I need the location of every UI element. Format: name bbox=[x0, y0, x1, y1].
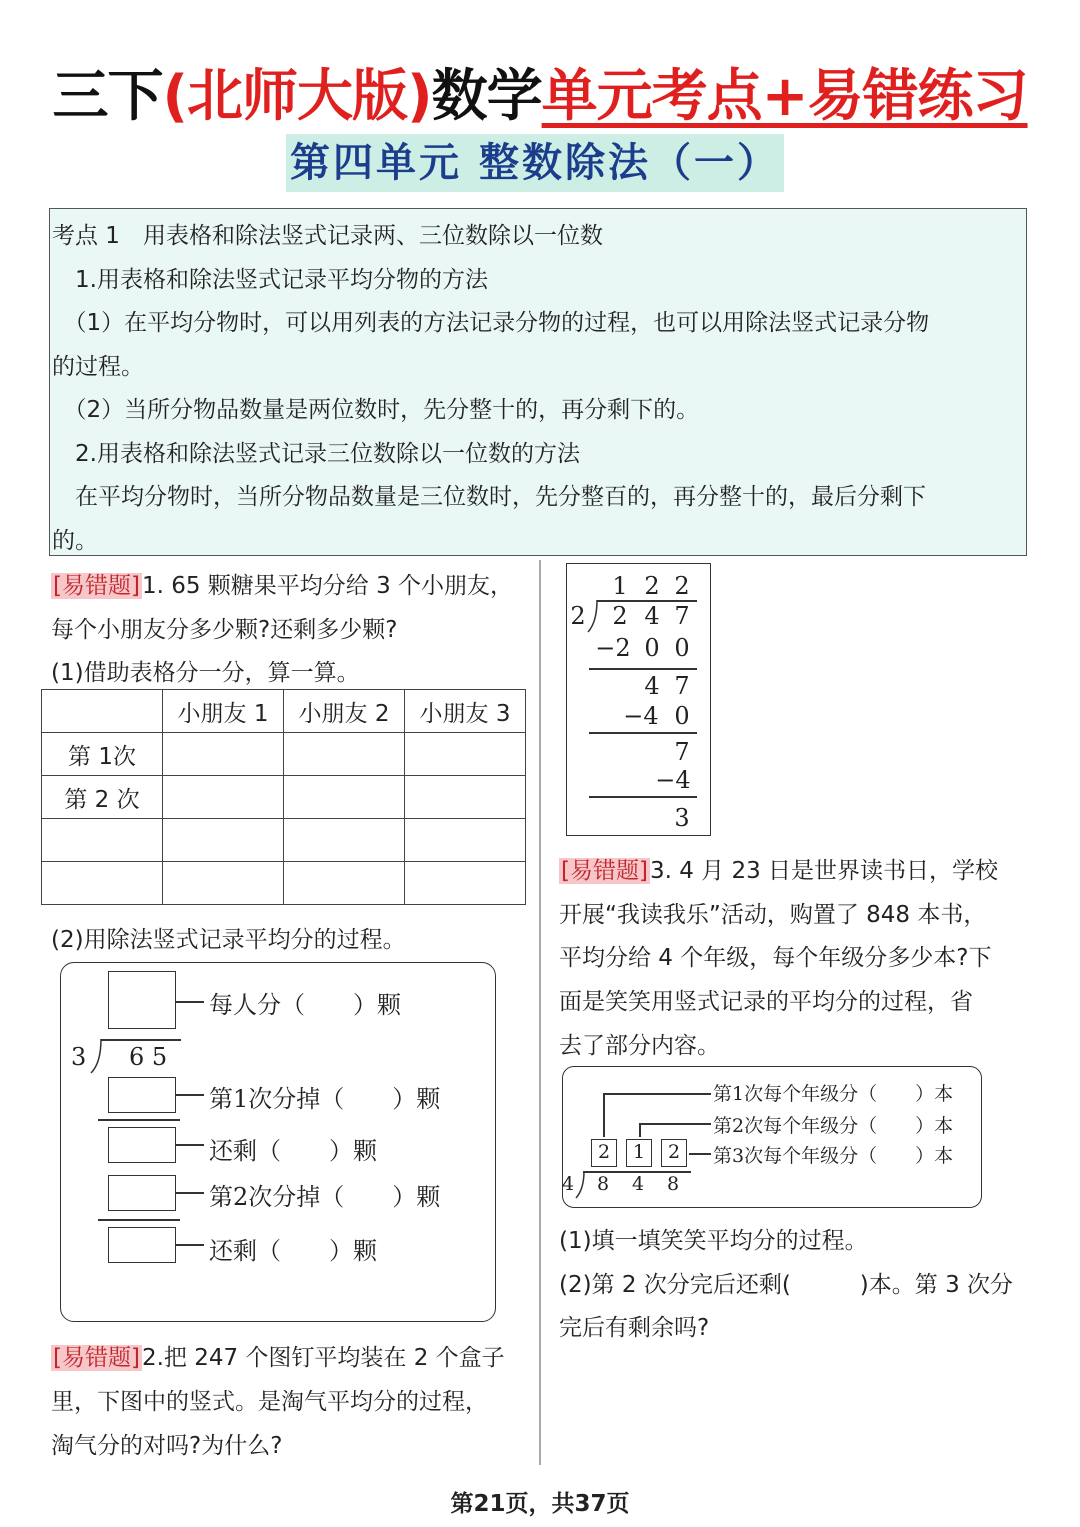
table-cell[interactable] bbox=[284, 733, 405, 776]
q2-line1 bbox=[51, 1339, 505, 1372]
q3-line5: 去了部分内容。 bbox=[559, 1033, 720, 1059]
answer-box[interactable] bbox=[108, 1127, 176, 1163]
table-cell[interactable] bbox=[284, 862, 405, 905]
q1-sub1: (1)借助表格分一分，算一算。 bbox=[51, 660, 360, 686]
q2-line2: 里，下图中的竖式。是淘气平均分的过程， bbox=[51, 1389, 488, 1415]
knowledge-line: （1）在平均分物时，可以用列表的方法记录分物的过程，也可以用除法竖式记录分物 bbox=[52, 310, 930, 336]
q2-text: 2.把 247 个图钉平均装在 2 个盒子 bbox=[141, 1345, 505, 1371]
calc-subtract-digit: 0 bbox=[674, 634, 690, 662]
leader-line bbox=[176, 1094, 204, 1096]
leader-line bbox=[176, 1001, 204, 1003]
q1-table bbox=[41, 689, 526, 905]
q3-line2: 开展“我读我乐”活动，购置了 848 本书， bbox=[559, 902, 987, 928]
leader-line bbox=[689, 1153, 711, 1155]
subtract-line bbox=[98, 1119, 180, 1121]
q3-dividend-digit: 8 bbox=[666, 1173, 680, 1195]
q3-dividend-digit: 8 bbox=[596, 1173, 610, 1195]
table-cell[interactable] bbox=[42, 819, 163, 862]
table-cell[interactable] bbox=[163, 819, 284, 862]
q1-text: 1. 65 颗糖果平均分给 3 个小朋友， bbox=[141, 573, 514, 599]
q1-label-step1: 第1次分掉（ ）颗 bbox=[209, 1085, 441, 1113]
calc-dividend-digit: 2 bbox=[612, 602, 628, 630]
knowledge-line: 2.用表格和除法竖式记录三位数除以一位数的方法 bbox=[52, 441, 580, 467]
table-row bbox=[42, 776, 526, 819]
table-row bbox=[42, 862, 526, 905]
q1-line2: 每个小朋友分多少颗?还剩多少颗? bbox=[51, 617, 398, 643]
q3-sub1: (1)填一填笑笑平均分的过程。 bbox=[559, 1228, 868, 1254]
q1-sub2: (2)用除法竖式记录平均分的过程。 bbox=[51, 927, 406, 953]
page-title bbox=[0, 52, 1080, 132]
q3-line3: 平均分给 4 个年级，每个年级分多少本?下 bbox=[559, 945, 992, 971]
subtract-line bbox=[98, 1219, 180, 1221]
calc-dividend-digit: 7 bbox=[674, 602, 690, 630]
calc-subtract-digit: −4 bbox=[655, 766, 691, 794]
page-number: 第21页，共37页 bbox=[450, 1491, 630, 1517]
answer-box[interactable] bbox=[108, 1175, 176, 1211]
calc-quotient-digit: 2 bbox=[674, 572, 690, 600]
table-header: 小朋友 1 bbox=[163, 690, 284, 733]
leader-line bbox=[603, 1093, 711, 1095]
column-divider bbox=[539, 560, 541, 1465]
q1-division-diagram bbox=[60, 962, 496, 1322]
subtract-line bbox=[589, 668, 697, 670]
knowledge-line: 1.用表格和除法竖式记录平均分物的方法 bbox=[52, 267, 488, 293]
calc-subtract-digit: 0 bbox=[674, 702, 690, 730]
table-cell[interactable] bbox=[405, 776, 526, 819]
calc-divisor: 2 bbox=[570, 602, 586, 630]
knowledge-line: （2）当所分物品数量是两位数时，先分整十的，再分剩下的。 bbox=[52, 397, 700, 423]
title-edition: (北师大版) bbox=[162, 64, 432, 129]
q3-sub2-line2: 完后有剩余吗? bbox=[559, 1315, 710, 1341]
table-row bbox=[42, 690, 526, 733]
answer-box[interactable] bbox=[108, 971, 176, 1029]
mistake-tag: [易错题] bbox=[561, 858, 648, 884]
table-cell[interactable] bbox=[163, 733, 284, 776]
table-cell[interactable] bbox=[163, 862, 284, 905]
calc-quotient-digit: 1 bbox=[612, 572, 628, 600]
q1-label-per-person: 每人分（ ）颗 bbox=[209, 991, 401, 1019]
q3-text: 3. 4 月 23 日是世界读书日，学校 bbox=[649, 858, 999, 884]
table-row bbox=[42, 733, 526, 776]
q2-calc-box bbox=[566, 563, 711, 836]
leader-line bbox=[639, 1123, 641, 1137]
calc-remainder-digit: 4 bbox=[644, 672, 660, 700]
table-cell[interactable] bbox=[163, 776, 284, 819]
q1-label-rem2: 还剩（ ）颗 bbox=[209, 1237, 377, 1265]
calc-subtract-digit: −2 bbox=[595, 634, 631, 662]
title-grade: 三下 bbox=[52, 64, 163, 129]
leader-line bbox=[639, 1123, 711, 1125]
table-cell[interactable] bbox=[42, 862, 163, 905]
leader-line bbox=[176, 1144, 204, 1146]
q1-label-step2: 第2次分掉（ ）颗 bbox=[209, 1183, 441, 1211]
q1-dividend: 6 5 bbox=[129, 1043, 168, 1071]
division-bracket bbox=[89, 1039, 103, 1075]
q3-sub2-line1: (2)第 2 次分完后还剩( )本。第 3 次分 bbox=[559, 1272, 1014, 1298]
knowledge-line: 在平均分物时，当所分物品数量是三位数时，先分整百的，再分整十的，最后分剩下 bbox=[52, 484, 926, 510]
subtract-line bbox=[589, 732, 697, 734]
table-header bbox=[42, 690, 163, 733]
unit-title: 第四单元 整数除法（一） bbox=[286, 134, 784, 192]
q3-division-diagram bbox=[562, 1066, 982, 1208]
calc-remainder-digit: 7 bbox=[674, 672, 690, 700]
division-bar bbox=[101, 1039, 181, 1041]
knowledge-line: 的过程。 bbox=[52, 354, 144, 380]
q3-label-step2: 第2次每个年级分（ ）本 bbox=[713, 1115, 954, 1137]
mistake-tag: [易错题] bbox=[53, 573, 140, 599]
table-row bbox=[42, 819, 526, 862]
calc-dividend-digit: 4 bbox=[644, 602, 660, 630]
table-cell: 第 1次 bbox=[42, 733, 163, 776]
table-cell[interactable] bbox=[284, 819, 405, 862]
q3-quotient-box: 2 bbox=[591, 1139, 617, 1167]
leader-line bbox=[176, 1192, 204, 1194]
q3-label-step3: 第3次每个年级分（ ）本 bbox=[713, 1145, 954, 1167]
table-cell[interactable] bbox=[405, 862, 526, 905]
table-cell[interactable] bbox=[405, 733, 526, 776]
title-topic: 单元考点+易错练习 bbox=[541, 64, 1028, 129]
q3-quotient-box: 1 bbox=[626, 1139, 652, 1167]
q1-label-rem1: 还剩（ ）颗 bbox=[209, 1137, 377, 1165]
q1-line1 bbox=[51, 567, 513, 600]
table-cell[interactable] bbox=[284, 776, 405, 819]
q3-divisor: 4 bbox=[561, 1173, 575, 1195]
q3-quotient-box: 2 bbox=[661, 1139, 687, 1167]
calc-subtract-digit: −4 bbox=[623, 702, 659, 730]
q2-line3: 淘气分的对吗?为什么? bbox=[51, 1433, 283, 1459]
knowledge-line: 的。 bbox=[52, 528, 98, 554]
table-cell[interactable] bbox=[405, 819, 526, 862]
answer-box[interactable] bbox=[108, 1077, 176, 1113]
table-header: 小朋友 3 bbox=[405, 690, 526, 733]
answer-box[interactable] bbox=[108, 1227, 176, 1263]
calc-remainder-digit: 3 bbox=[674, 804, 690, 832]
leader-line bbox=[176, 1244, 204, 1246]
q3-label-step1: 第1次每个年级分（ ）本 bbox=[713, 1083, 954, 1105]
subtract-line bbox=[589, 796, 697, 798]
q1-divisor: 3 bbox=[71, 1043, 87, 1071]
calc-remainder-digit: 7 bbox=[674, 738, 690, 766]
mistake-tag: [易错题] bbox=[53, 1345, 140, 1371]
table-header: 小朋友 2 bbox=[284, 690, 405, 733]
leader-line bbox=[603, 1093, 605, 1137]
calc-quotient-digit: 2 bbox=[644, 572, 660, 600]
table-cell: 第 2 次 bbox=[42, 776, 163, 819]
q1-table-wrap bbox=[41, 689, 526, 905]
title-subject: 数学 bbox=[431, 64, 542, 129]
knowledge-box bbox=[49, 208, 1027, 556]
q3-line1 bbox=[559, 852, 998, 885]
q3-dividend-digit: 4 bbox=[631, 1173, 645, 1195]
q3-line4: 面是笑笑用竖式记录的平均分的过程，省 bbox=[559, 989, 973, 1015]
calc-subtract-digit: 0 bbox=[644, 634, 660, 662]
knowledge-line: 考点 1 用表格和除法竖式记录两、三位数除以一位数 bbox=[52, 223, 603, 249]
